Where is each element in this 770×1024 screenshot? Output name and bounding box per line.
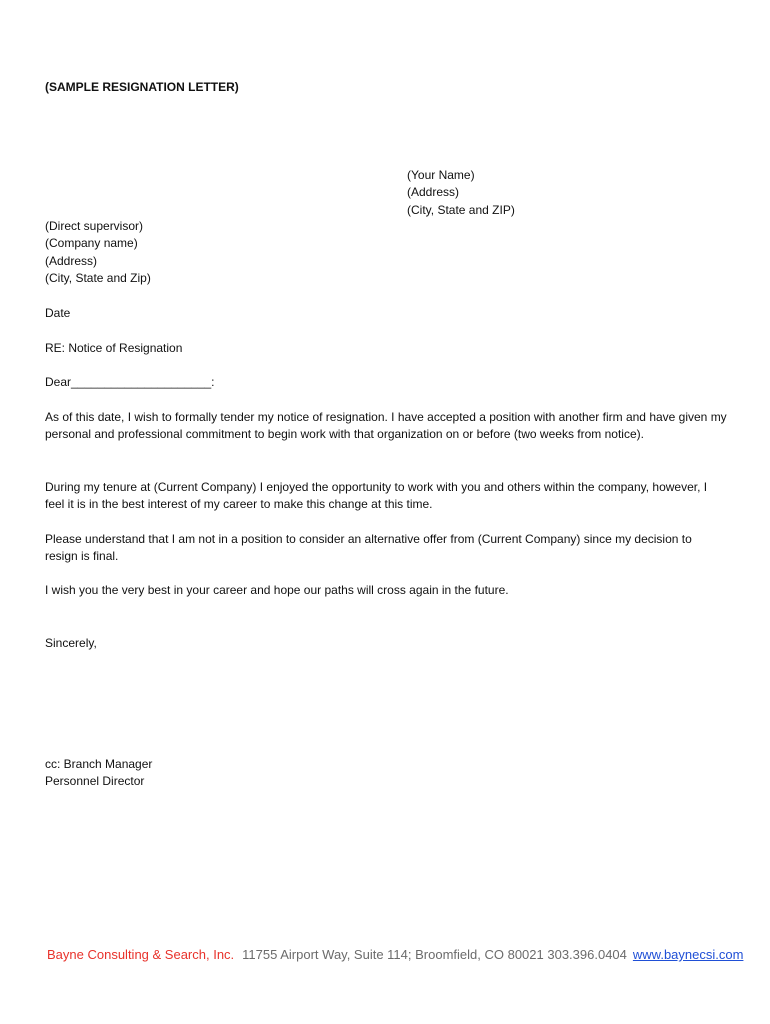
recipient-supervisor: (Direct supervisor) xyxy=(45,219,144,233)
footer-website-link[interactable]: www.baynecsi.com xyxy=(632,947,744,962)
recipient-block xyxy=(45,218,151,288)
cc-block xyxy=(45,756,152,791)
salutation: Dear_____________________: xyxy=(45,375,215,389)
sender-name: (Your Name) xyxy=(407,168,475,182)
footer-address: 11755 Airport Way, Suite 114; Broomfield, CO 80021 303.396.0404 xyxy=(242,947,627,962)
cc-personnel-director: Personnel Director xyxy=(45,774,145,789)
footer-firm-name: Bayne Consulting & Search, Inc. xyxy=(47,947,235,962)
paragraph-2: During my tenure at (Current Company) I enjoyed the opportunity to work with you and others within the company, however, I feel it is in the best interest of my career to make this change at this time. xyxy=(45,480,708,512)
cc-branch-manager: cc: Branch Manager xyxy=(45,757,153,771)
closing: Sincerely, xyxy=(45,636,97,650)
letter-title: (SAMPLE RESIGNATION LETTER) xyxy=(45,80,239,94)
recipient-company: (Company name) xyxy=(45,236,138,251)
recipient-address: (Address) xyxy=(45,253,98,268)
recipient-city: (City, State and Zip) xyxy=(45,271,151,286)
footer xyxy=(47,946,743,964)
sender-city: (City, State and ZIP) xyxy=(407,202,515,217)
sender-block xyxy=(407,167,515,219)
paragraph-4: I wish you the very best in your career and hope our paths will cross again in the future. xyxy=(45,583,509,597)
paragraph-3: Please understand that I am not in a position to consider an alternative offer from (Current Company) since my decision to resign is final. xyxy=(45,532,692,564)
sender-address: (Address) xyxy=(407,185,460,200)
subject-line: RE: Notice of Resignation xyxy=(45,341,183,355)
date-line: Date xyxy=(45,306,71,320)
paragraph-1: As of this date, I wish to formally tender my notice of resignation. I have accepted a position with another firm and have given my personal and professional commitment to begin work with that organization on or before (two weeks from notice). xyxy=(45,410,727,442)
